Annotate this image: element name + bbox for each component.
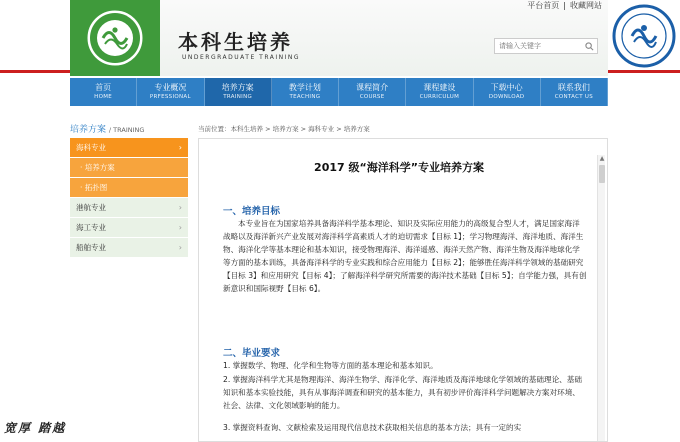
- sidebar-heading: [70, 122, 188, 136]
- sidebar-item-label: 海工专业: [76, 223, 106, 232]
- accent-line-right: [608, 70, 680, 73]
- site-title: 本科生培养: [178, 30, 293, 54]
- top-links: [527, 0, 602, 12]
- nav-home-label: 首页: [95, 83, 112, 92]
- main-nav: [70, 78, 608, 106]
- sidebar-menu: [70, 138, 188, 258]
- content-panel: [198, 138, 608, 442]
- university-seal-logo: [612, 4, 676, 68]
- portal-link[interactable]: 平台首页: [527, 1, 560, 10]
- scrollbar[interactable]: [597, 155, 605, 441]
- nav-curriculum[interactable]: [406, 78, 473, 106]
- nav-contact-label: 联系我们: [557, 83, 590, 92]
- nav-course-label: 课程简介: [356, 83, 389, 92]
- search-icon[interactable]: [581, 39, 597, 53]
- sidebar-item-ocean-engineering[interactable]: [70, 218, 188, 238]
- sidebar-item-training-plan[interactable]: [70, 158, 188, 178]
- nav-training-label: 培养方案: [221, 83, 254, 92]
- nav-contact[interactable]: [541, 78, 608, 106]
- nav-course[interactable]: [339, 78, 406, 106]
- nav-professional[interactable]: [137, 78, 204, 106]
- chevron-right-icon: ›: [178, 143, 182, 152]
- chevron-right-icon: ›: [178, 203, 182, 212]
- nav-professional-label: 专业概况: [154, 83, 187, 92]
- requirement-2: 2. 掌握海洋科学尤其是物理海洋、海洋生物学、海洋化学、海洋地质及海洋地球化学领域的基础理论、基础知识和基本实验技能，具有从事海洋调查和研究的基本能力，具有初步评价海洋科学问题解决方案对环境、社会、法律、文化领域影响的能力。: [223, 375, 582, 411]
- sidebar-title: 培养方案: [70, 125, 107, 135]
- website-frame: [70, 0, 608, 442]
- sidebar-item-topology[interactable]: [70, 178, 188, 198]
- sidebar-subtitle: / TRAINING: [108, 126, 145, 134]
- nav-home-en: HOME: [94, 94, 113, 100]
- nav-teaching-en: TEACHING: [289, 94, 321, 100]
- sidebar-item-port-shipping[interactable]: [70, 198, 188, 218]
- paragraph: [223, 217, 587, 296]
- nav-training-en: TRAINING: [223, 94, 253, 100]
- nav-teaching-label: 教学计划: [288, 83, 321, 92]
- search-box: [494, 38, 598, 54]
- scroll-up-icon[interactable]: ▲: [599, 155, 605, 162]
- sidebar-item-label: · 拓扑图: [80, 183, 108, 192]
- requirement-3: 3. 掌握资料查询、文献检索及运用现代信息技术获取相关信息的基本方法；具有一定的实: [223, 423, 522, 432]
- breadcrumb: 当前位置：本科生培养 > 培养方案 > 海科专业 > 培养方案: [198, 125, 370, 133]
- nav-curriculum-en: CURRICULUM: [419, 94, 460, 100]
- section-heading: 二、毕业要求: [223, 348, 281, 359]
- calligraphy-motto: 宽厚 踏越: [4, 421, 67, 435]
- chevron-right-icon: ›: [178, 223, 182, 232]
- sidebar-item-marine-science[interactable]: [70, 138, 188, 158]
- site-logo[interactable]: [70, 0, 160, 76]
- site-title-en: UNDERGRADUATE TRAINING: [182, 54, 301, 61]
- topbar-separator: |: [563, 1, 566, 10]
- nav-professional-en: PRFESSIONAL: [149, 94, 191, 100]
- search-input[interactable]: [495, 39, 581, 53]
- seal-icon: [85, 8, 145, 68]
- accent-line-left: [0, 70, 70, 73]
- nav-home[interactable]: [70, 78, 137, 106]
- nav-training[interactable]: [205, 78, 272, 106]
- paragraph-text: 本专业旨在为国家培养具备海洋科学基本理论、知识及实际应用能力的高级复合型人才，满足国家海洋战略以及海洋新兴产业发展对海洋科学高素质人才的迫切需求【目标 1】；学习物理海洋、海洋地质、海洋生物、海洋化学等基本理论和基本知识，接受物理海洋、海洋遥感、海洋天然产物、海洋生物及海洋地球化学等方面的基本训练，具备海洋科学的专业实践和综合应用能力【目标 2】；能够胜任海洋科学领域的基础研究【目标 3】和应用研究【目标 4】；了解海洋科学研究所需要的海洋技术基础【目标 5】；自学能力强，具有创新意识和国际视野【目标 6】。: [223, 219, 587, 294]
- sidebar-item-label: 海科专业: [76, 143, 106, 152]
- sidebar-item-label: 港航专业: [76, 203, 106, 212]
- nav-curriculum-label: 课程建设: [423, 83, 456, 92]
- bookmark-link[interactable]: 收藏网站: [570, 1, 602, 10]
- sidebar-item-ship[interactable]: [70, 238, 188, 258]
- nav-teaching[interactable]: [272, 78, 339, 106]
- section-heading: 一、培养目标: [223, 206, 281, 217]
- sidebar-item-label: 船舶专业: [76, 243, 106, 252]
- chevron-right-icon: ›: [178, 243, 182, 252]
- scroll-thumb[interactable]: [599, 165, 605, 183]
- nav-contact-en: CONTACT US: [554, 94, 594, 100]
- sidebar-item-label: · 培养方案: [80, 163, 115, 172]
- nav-course-en: COURSE: [359, 94, 385, 100]
- nav-download-en: DOWNLOAD: [488, 94, 525, 100]
- document-title: 2017 级“海洋科学”专业培养方案: [314, 161, 484, 174]
- nav-download[interactable]: [474, 78, 541, 106]
- nav-download-label: 下载中心: [490, 83, 523, 92]
- requirement-1: 1. 掌握数学、物理、化学和生物等方面的基本理论和基本知识。: [223, 361, 438, 370]
